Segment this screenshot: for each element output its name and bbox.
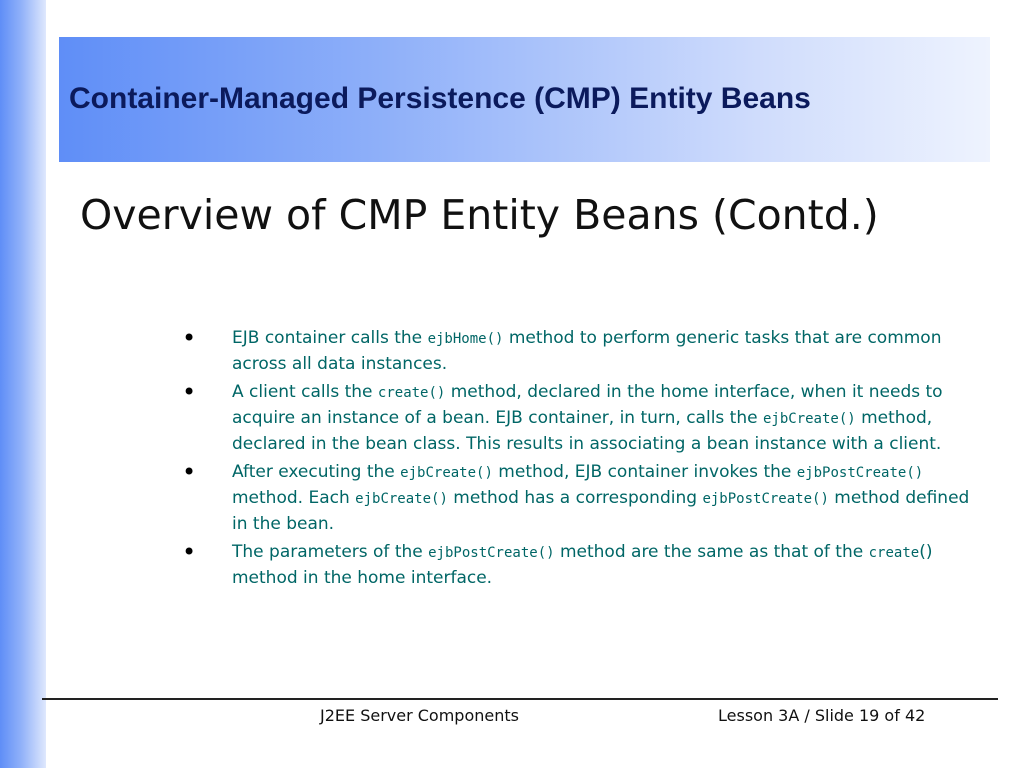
bullet-item: [182, 380, 972, 457]
bullet-text: method, declared in the home interface, when it needs to acquire an instance of a bean. EJB container, in turn, calls the: [232, 382, 943, 428]
code-text: ejbCreate(): [355, 491, 448, 507]
bullet-dot-icon: •: [182, 324, 197, 352]
footer-course-name: J2EE Server Components: [320, 706, 519, 725]
bullet-dot-icon: •: [182, 458, 197, 486]
bullet-text: The parameters of the: [232, 542, 429, 562]
left-gradient-bar: [0, 0, 46, 768]
bullet-dot-icon: •: [182, 538, 197, 566]
bullet-text: EJB container calls the: [232, 328, 428, 348]
bullet-text: method to perform generic tasks that are common across all data instances.: [232, 328, 942, 374]
bullet-dot-icon: •: [182, 378, 197, 406]
bullet-text: () method in the home interface.: [232, 542, 933, 588]
bullet-text: method. Each: [232, 488, 356, 508]
footer-divider: [42, 698, 998, 700]
bullet-item: [182, 540, 972, 591]
footer-slide-number: Lesson 3A / Slide 19 of 42: [718, 706, 926, 725]
bullet-text: A client calls the: [232, 382, 378, 402]
slide-title: Container-Managed Persistence (CMP) Entity Beans: [69, 82, 811, 115]
bullet-text: method are the same as that of the: [554, 542, 869, 562]
code-text: ejbPostCreate(): [428, 545, 555, 561]
code-text: create(): [377, 385, 446, 401]
bullet-item: [182, 460, 972, 537]
bullet-text: method has a corresponding: [447, 488, 703, 508]
bullet-text: method defined in the bean.: [232, 488, 970, 534]
bullet-list: [182, 326, 972, 594]
bullet-text: method, EJB container invokes the: [492, 462, 797, 482]
slide-heading: Overview of CMP Entity Beans (Contd.): [80, 191, 879, 239]
bullet-text: method, declared in the bean class. This results in associating a bean instance with a client.: [232, 408, 942, 454]
bullet-text: After executing the: [232, 462, 401, 482]
bullet-item: [182, 326, 972, 377]
code-text: ejbCreate(): [400, 465, 493, 481]
code-text: ejbPostCreate(): [796, 465, 924, 481]
code-text: ejbHome(): [427, 331, 504, 347]
code-text: ejbPostCreate(): [702, 491, 829, 507]
code-text: create: [868, 545, 920, 561]
code-text: ejbCreate(): [762, 411, 856, 427]
